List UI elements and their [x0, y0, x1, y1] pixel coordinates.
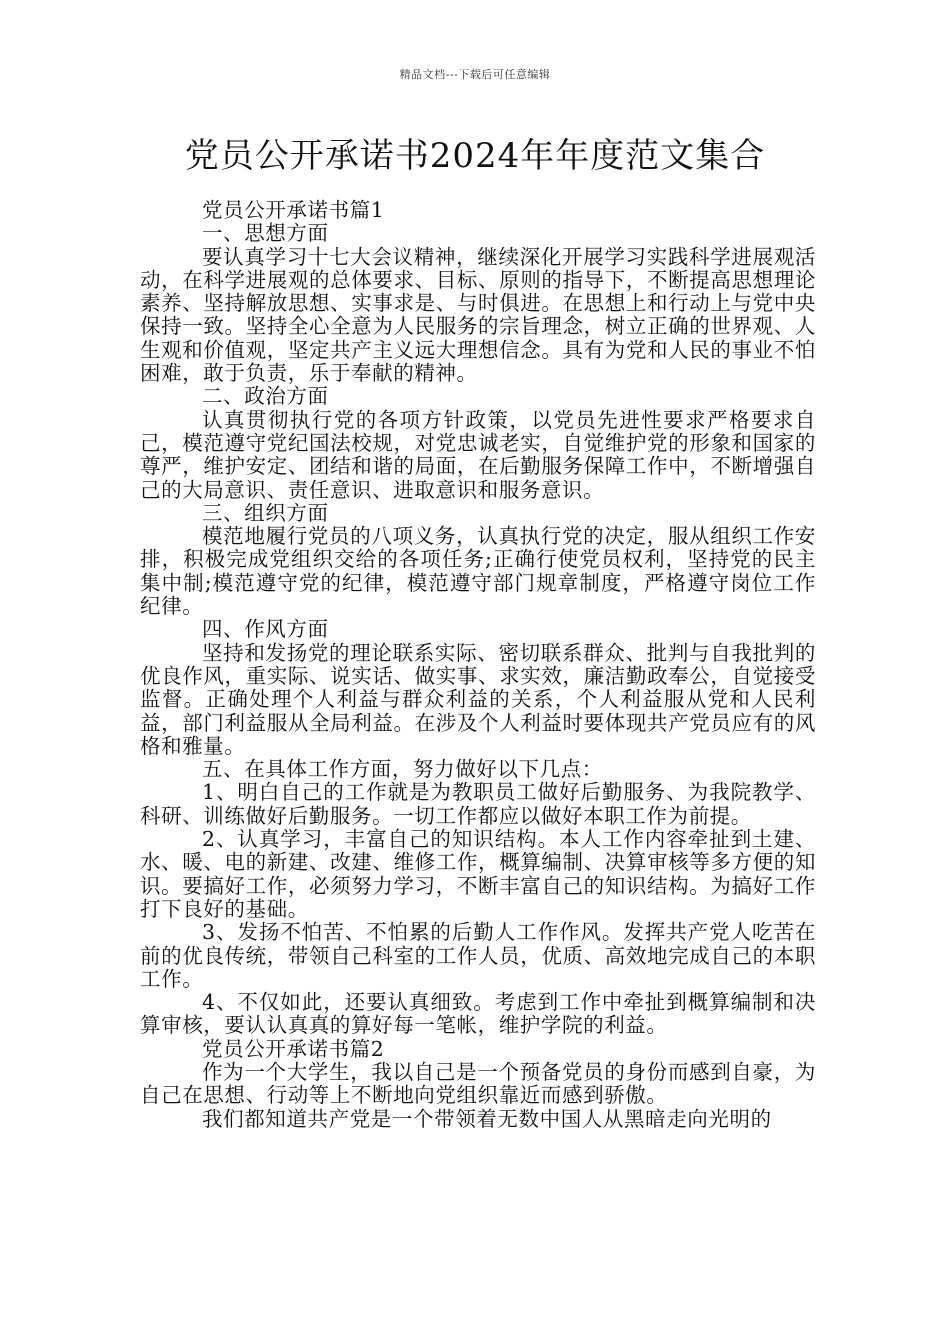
body-paragraph: 3、发扬不怕苦、不怕累的后勤人工作作风。发挥共产党人吃苦在前的优良传统，带领自己科室的工作人员，优质、高效地完成自己的本职工作。 — [140, 920, 816, 991]
body-paragraph: 坚持和发扬党的理论联系实际、密切联系群众、批判与自我批判的优良作风，重实际、说实话、做实事、求实效，廉洁勤政奉公，自觉接受监督。正确处理个人利益与群众利益的关系，个人利益服从党和人民利益，部门利益服从全局利益。在涉及个人利益时要体现共产党员应有的风格和雅量。 — [140, 640, 816, 758]
subsection-heading: 二、政治方面 — [202, 384, 329, 409]
subsection-heading: 一、思想方面 — [202, 221, 329, 246]
body-paragraph: 2、认真学习，丰富自己的知识结构。本人工作内容牵扯到土建、水、暖、电的新建、改建、维修工作，概算编制、决算审核等多方便的知识。要搞好工作，必须努力学习，不断丰富自己的知识结构。为搞好工作打下良好的基础。 — [140, 827, 816, 921]
header-note: 精品文档---下载后可任意编辑 — [399, 68, 551, 81]
section-heading: 党员公开承诺书篇2 — [202, 1036, 385, 1061]
section-heading: 党员公开承诺书篇1 — [202, 198, 385, 222]
document-body — [140, 199, 816, 1131]
document-title: 党员公开承诺书2024年年度范文集合 — [184, 136, 766, 176]
body-paragraph: 要认真学习十七大会议精神，继续深化开展学习实践科学进展观活动，在科学进展观的总体要求、目标、原则的指导下，不断提高思想理论素养、坚持解放思想、实事求是、与时俱进。在思想上和行动上与党中央保持一致。坚持全心全意为人民服务的宗旨理念，树立正确的世界观、人生观和价值观，坚定共产主义远大理想信念。具有为党和人民的事业不怕困难，敢于负责，乐于奉献的精神。 — [140, 244, 816, 386]
body-paragraph: 认真贯彻执行党的各项方针政策，以党员先进性要求严格要求自己，模范遵守党纪国法校规，对党忠诚老实，自觉维护党的形象和国家的尊严，维护安定、团结和谐的局面，在后勤服务保障工作中，不断增强自己的大局意识、责任意识、进取意识和服务意识。 — [140, 407, 816, 502]
body-paragraph: 4、不仅如此，还要认真细致。考虑到工作中牵扯到概算编制和决算审核，要认认真真的算好每一笔帐，维护学院的利益。 — [140, 990, 816, 1038]
body-paragraph: 作为一个大学生，我以自己是一个预备党员的身份而感到自豪，为自己在思想、行动等上不断地向党组织靠近而感到骄傲。 — [140, 1059, 816, 1108]
body-paragraph: 1、明白自己的工作就是为教职员工做好后勤服务、为我院教学、科研、训练做好后勤服务。一切工作都应以做好本职工作为前提。 — [140, 780, 816, 828]
subsection-heading: 五、在具体工作方面，努力做好以下几点： — [202, 757, 603, 782]
subsection-heading: 三、组织方面 — [202, 500, 329, 525]
body-paragraph: 我们都知道共产党是一个带领着无数中国人从黑暗走向光明的 — [202, 1106, 772, 1131]
body-paragraph: 模范地履行党员的八项义务，认真执行党的决定，服从组织工作安排，积极完成党组织交给的各项任务;正确行使党员权利，坚持党的民主集中制;模范遵守党的纪律，模范遵守部门规章制度，严格遵守岗位工作纪律。 — [140, 524, 816, 619]
subsection-heading: 四、作风方面 — [202, 617, 329, 642]
